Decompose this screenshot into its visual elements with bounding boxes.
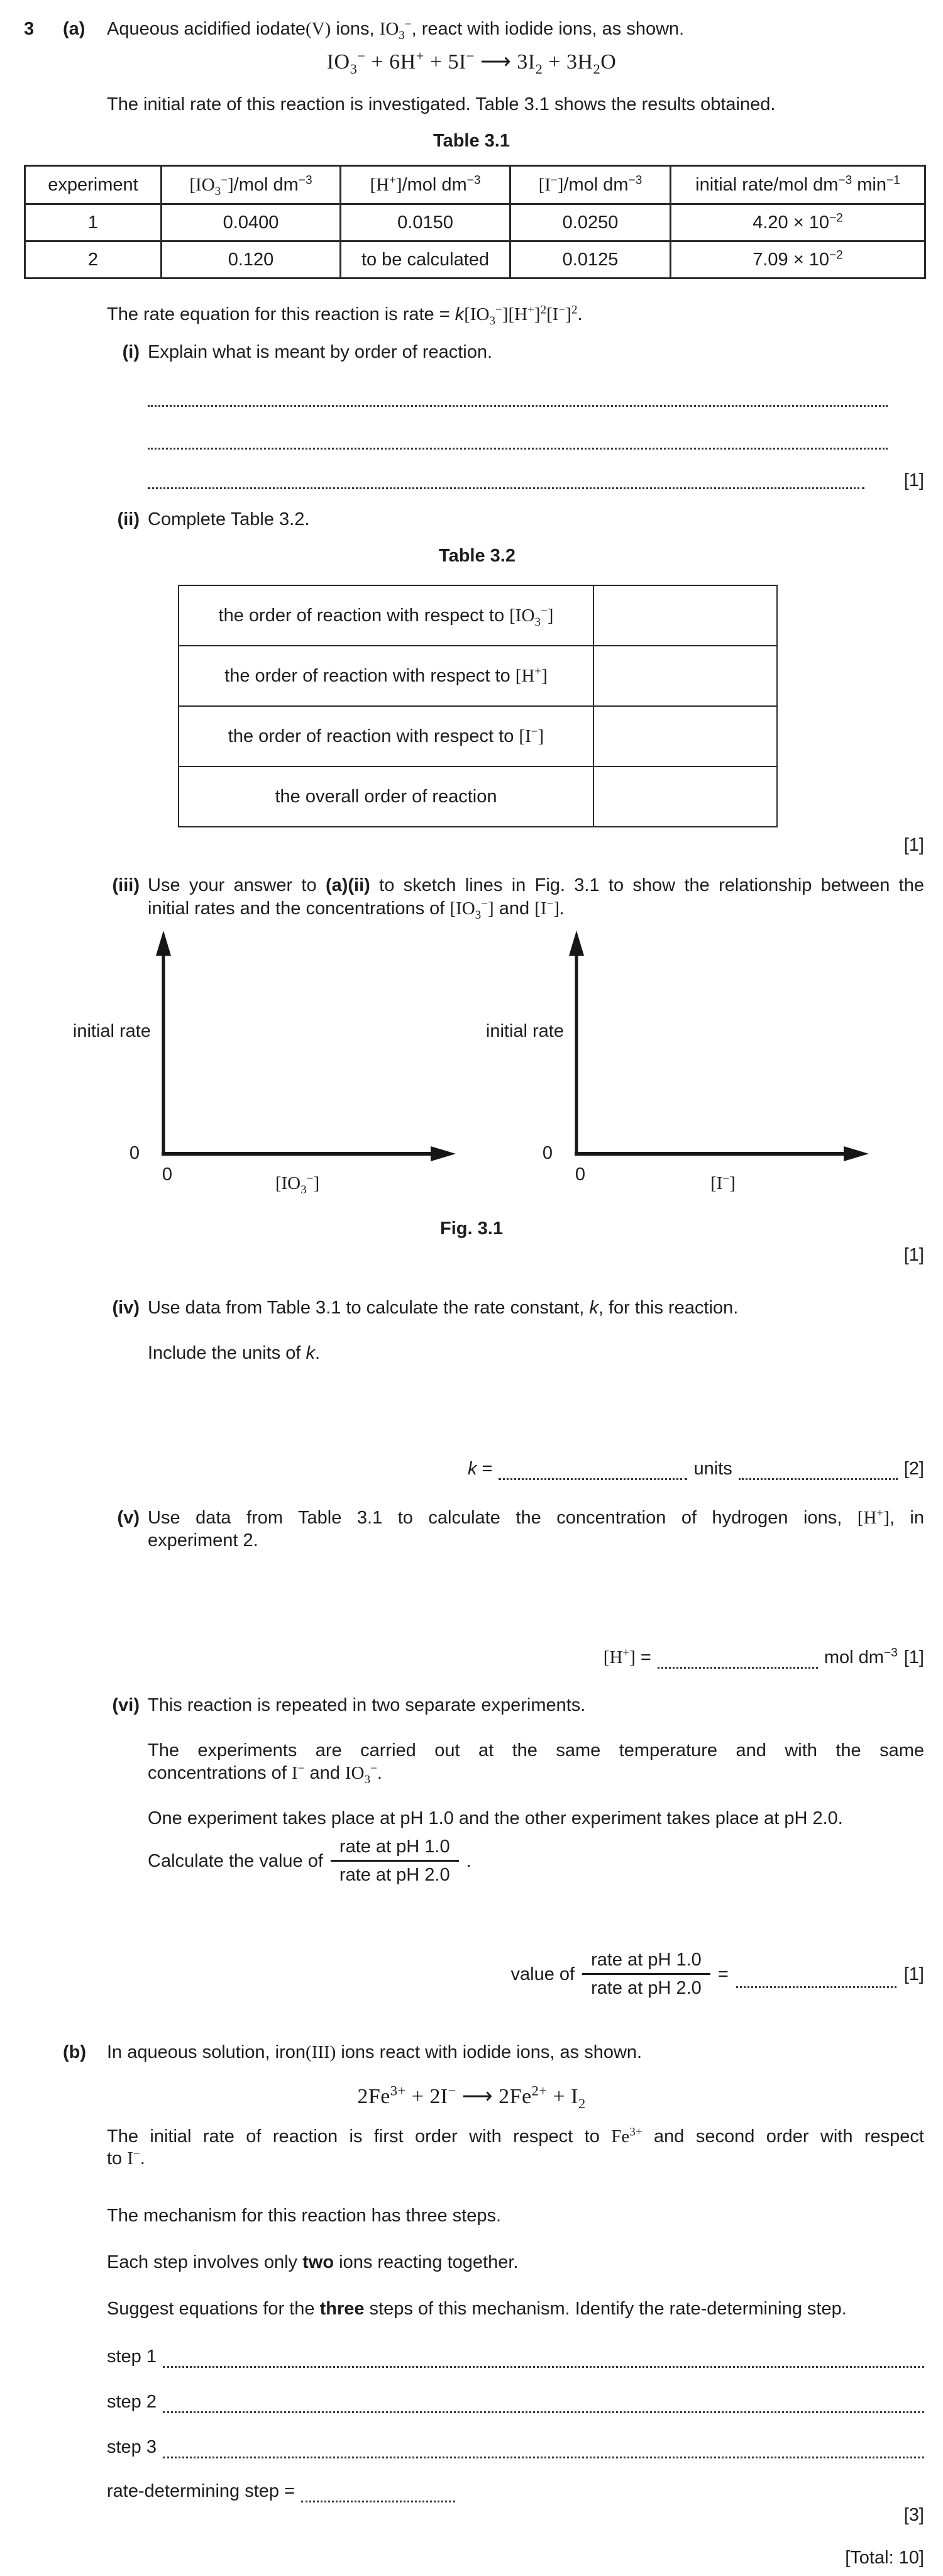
value-of-label: value of: [510, 1964, 575, 1984]
table2-label-cell: the order of reaction with respect to [H+]: [179, 646, 593, 706]
h-plus-equals-label: [H+] =: [603, 1646, 651, 1667]
sub-iv-include-line: Include the units of k.: [148, 1343, 321, 1363]
order-line1: The initial rate of reaction is first order with respect to $Fe^{3+}$ and second order with respect: [107, 2125, 924, 2147]
table1-cell: 0.0250: [510, 204, 671, 241]
up-arrowhead-icon: [156, 931, 171, 956]
fig-caption: Fig. 3.1: [440, 1219, 503, 1239]
rate-determining-step-row: [107, 2480, 455, 2502]
h-plus-answer-row: [604, 1646, 924, 1669]
table1-title: Table 3.1: [433, 131, 510, 151]
answer-dots: [499, 1458, 687, 1480]
sub-ii-prompt: Complete Table 3.2.: [148, 509, 310, 529]
table2-row: [179, 646, 777, 706]
mark-badge: [1]: [903, 470, 924, 490]
step-label: step 3: [107, 2437, 157, 2457]
answer-dots: [736, 1966, 896, 1988]
table1-cell: 0.0150: [341, 204, 510, 241]
step-label: step 2: [107, 2392, 157, 2412]
rate-equation-line: The rate equation for this reaction is rate = $k[IO_3^-][H^+]^2[I^-]^2$.: [107, 303, 583, 328]
table1-cell: to be calculated: [341, 241, 510, 279]
fraction-numerator: rate at pH 1.0: [339, 1837, 450, 1857]
mark-badge: [1]: [903, 1245, 924, 1265]
k-equals-label: k =: [467, 1459, 493, 1479]
graph-initial-rate-vs-iodate: [60, 924, 475, 1220]
up-arrowhead-icon: [569, 931, 584, 956]
calculate-label: Calculate the value of: [148, 1850, 323, 1871]
table2-title: Table 3.2: [439, 546, 516, 566]
x-axis-label: $[IO_3^-]$: [275, 1172, 320, 1197]
unit-label: mol $dm^{-3}$: [824, 1646, 898, 1667]
table2-answer-cell: [593, 706, 777, 766]
table1-header-cell: [H+]/mol $dm^{-3}$: [341, 166, 510, 204]
table1-header-cell: initial rate/mol $dm^{-3}$ $\min^{-1}$: [671, 166, 925, 204]
answer-line: [148, 467, 864, 489]
answer-dots: [163, 2391, 924, 2413]
table2-answer-cell: [593, 585, 777, 646]
table1-header-cell: $[IO_3^-]$/mol $dm^{-3}$: [162, 166, 341, 204]
iodate-equation: $IO_3^- + 6H^+ + 5I^-$ ⟶ $3I_2 + 3H_2O$: [326, 48, 617, 77]
k-answer-row: [468, 1457, 924, 1480]
iron-iodide-equation: $2Fe^{3+} + 2I^-$ ⟶ $2Fe^{2+} + I_2$: [357, 2082, 586, 2111]
mark-badge: [1]: [903, 1964, 924, 1984]
investigated-line: The initial rate of this reaction is investigated. Table 3.1 shows the results obtained.: [107, 94, 776, 114]
step-label: step 1: [107, 2347, 157, 2367]
step-row: [107, 2345, 924, 2368]
table2-label-cell: the order of reaction with respect to [I−]: [179, 706, 593, 766]
y-axis-label: initial rate: [485, 1021, 564, 1041]
sub-iv-prompt: Use data from Table 3.1 to calculate the rate constant, k, for this reaction.: [148, 1298, 739, 1318]
answer-line: [148, 428, 888, 450]
table-3-1: [24, 165, 926, 279]
step-row: [107, 2436, 924, 2458]
right-arrowhead-icon: [844, 1146, 869, 1161]
sub-iii-line2: initial rates and the concentrations of $[IO_3^-]$ and [I−].: [148, 897, 565, 922]
table-3-2: [178, 585, 778, 827]
fraction-denominator: rate at pH 2.0: [582, 1973, 710, 2001]
each-step-line: Each step involves only two ions reacting together.: [107, 2252, 519, 2272]
sub-iv-label: (iv): [112, 1298, 140, 1318]
mark-badge: [1]: [903, 835, 924, 855]
sub-v-line1: Use data from Table 3.1 to calculate the concentration of hydrogen ions, [H+], in: [148, 1506, 925, 1528]
sub-vi-line2: The experiments are carried out at the same temperature and with the same: [148, 1740, 924, 1761]
right-arrowhead-icon: [431, 1146, 456, 1161]
origin-zero-y: 0: [542, 1143, 553, 1163]
table2-row: [179, 766, 777, 827]
sub-i-label: (i): [122, 342, 140, 362]
table1-header-cell: [I−]/mol $dm^{-3}$: [510, 166, 671, 204]
mark-badge: [2]: [903, 1459, 924, 1479]
fraction-denominator: rate at pH 2.0: [331, 1860, 459, 1888]
table1-cell: 0.120: [162, 241, 341, 279]
sub-iii-label: (iii): [112, 875, 140, 895]
x-axis-label: [I−]: [710, 1172, 736, 1193]
mechanism-line: The mechanism for this reaction has three steps.: [107, 2206, 502, 2226]
part-a-label: (a): [63, 19, 85, 39]
total-mark-badge: [Total: 10]: [845, 2548, 924, 2568]
origin-zero-x: 0: [162, 1164, 173, 1185]
rate-fraction: [331, 1833, 459, 1888]
table2-row: [179, 585, 777, 646]
table1-cell: 1: [25, 204, 162, 241]
sub-vi-label: (vi): [112, 1695, 140, 1715]
part-b-intro: In aqueous solution, iron(III) ions react with iodide ions, as shown.: [107, 2042, 642, 2062]
rds-label: rate-determining step =: [107, 2481, 295, 2501]
answer-line: [148, 385, 888, 407]
sub-vi-line4: One experiment takes place at pH 1.0 and the other experiment takes place at pH 2.0.: [148, 1808, 843, 1828]
mark-badge: [3]: [903, 2505, 924, 2525]
rate-fraction: [582, 1947, 710, 2001]
step-row: [107, 2391, 924, 2413]
order-line2: to I−.: [107, 2147, 145, 2169]
equals-sign: =: [717, 1964, 729, 1984]
table2-label-cell: the order of reaction with respect to $[IO_3^-]$: [179, 585, 593, 646]
part-b-label: (b): [63, 2042, 87, 2062]
table1-cell: 0.0125: [510, 241, 671, 279]
table1-cell: 0.0400: [162, 204, 341, 241]
y-axis-label: initial rate: [72, 1021, 151, 1041]
answer-dots: [163, 2436, 924, 2458]
table1-header-cell: experiment: [25, 166, 162, 204]
table2-answer-cell: [593, 766, 777, 827]
question-number: 3: [24, 19, 35, 39]
origin-zero-y: 0: [129, 1143, 140, 1163]
table1-row: [25, 241, 925, 279]
answer-dots: [739, 1458, 898, 1480]
graph-initial-rate-vs-iodide: [473, 924, 888, 1220]
origin-zero-x: 0: [575, 1164, 586, 1185]
answer-dots: [163, 2346, 924, 2368]
part-a-intro: Aqueous acidified iodate(V) ions, $IO_3^-$, react with iodide ions, as shown.: [107, 18, 685, 42]
sub-v-label: (v): [117, 1508, 140, 1528]
sub-vi-line1: This reaction is repeated in two separate experiments.: [148, 1695, 586, 1715]
suggest-line: Suggest equations for the three steps of this mechanism. Identify the rate-determining step.: [107, 2299, 847, 2319]
sub-v-line2: experiment 2.: [148, 1530, 258, 1551]
sub-ii-label: (ii): [117, 509, 140, 529]
table1-cell: $4.20 \times 10^{-2}$: [671, 204, 925, 241]
value-of-answer-row: [511, 1947, 924, 2001]
table2-answer-cell: [593, 646, 777, 706]
answer-dots: [658, 1647, 818, 1669]
units-label: units: [693, 1459, 732, 1479]
sub-iii-line1: Use your answer to (a)(ii) to sketch lines in Fig. 3.1 to show the relationship between the: [148, 875, 924, 895]
sub-i-prompt: Explain what is meant by order of reaction.: [148, 342, 493, 362]
table1-cell: $7.09 \times 10^{-2}$: [671, 241, 925, 279]
table1-header-row: [25, 166, 925, 204]
table1-cell: 2: [25, 241, 162, 279]
table1-row: [25, 204, 925, 241]
calculate-fraction-row: [148, 1833, 472, 1888]
mark-badge: [1]: [903, 1647, 924, 1667]
answer-dots: [301, 2480, 455, 2502]
table2-label-cell: the overall order of reaction: [179, 766, 593, 827]
period: .: [466, 1850, 472, 1871]
fraction-numerator: rate at pH 1.0: [591, 1950, 702, 1970]
table2-row: [179, 706, 777, 766]
sub-vi-line3: concentrations of I− and $IO_3^-$.: [148, 1762, 382, 1786]
